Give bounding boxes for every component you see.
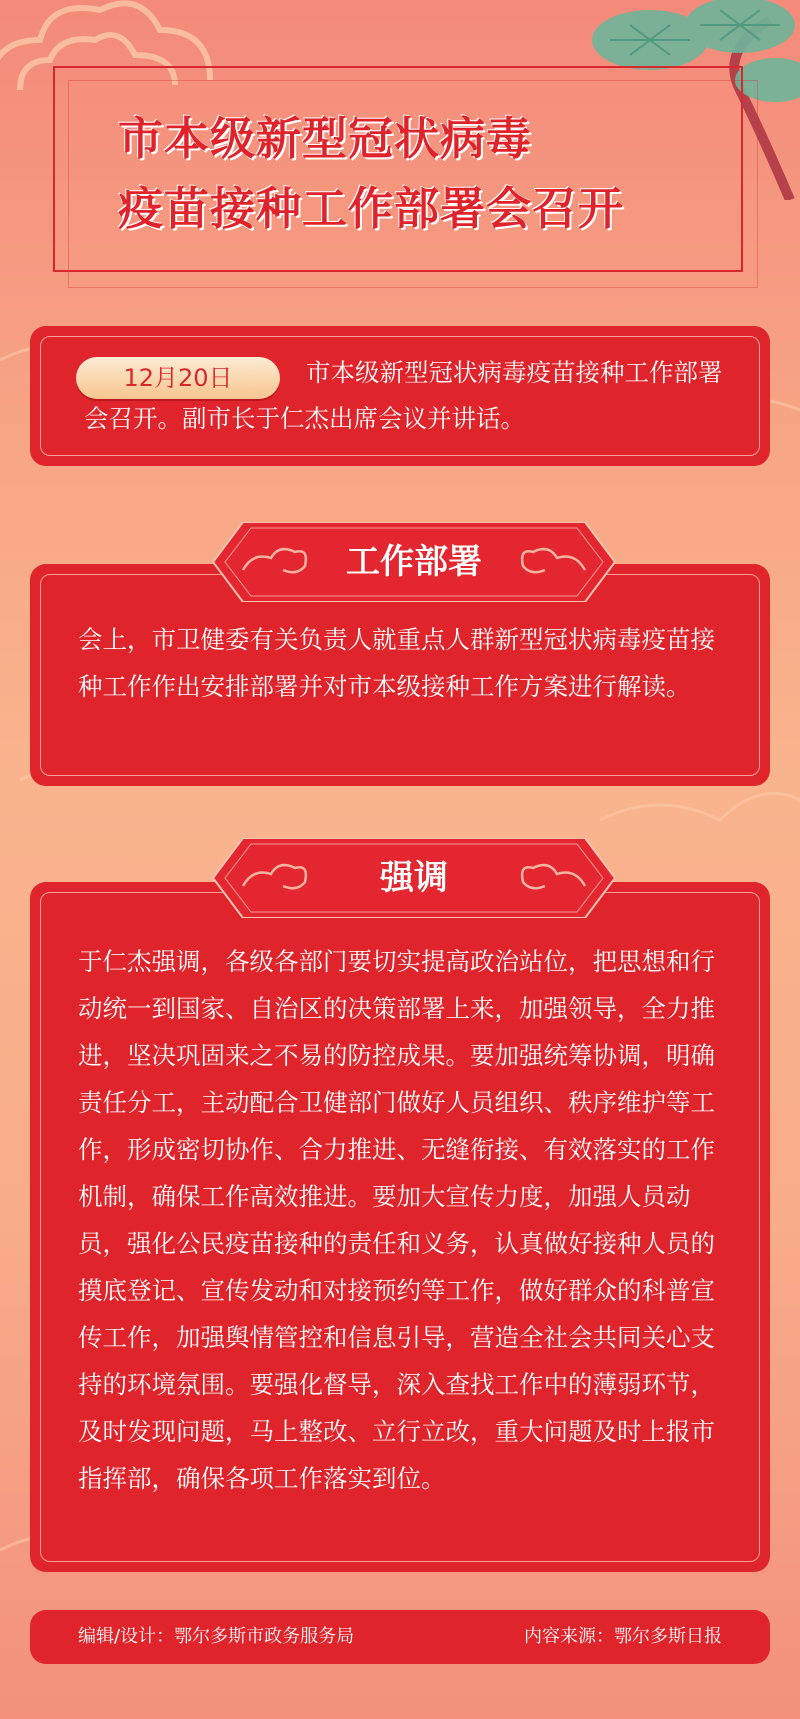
emphasis-text: 于仁杰强调，各级各部门要切实提高政治站位，把思想和行动统一到国家、自治区的决策部署上来，加强领导，全力推进，坚决巩固来之不易的防控成果。要加强统筹协调，明确责任分工，主动配合卫健部门做好人员组织、秩序维护等工作，形成密切协作、合力推进、无缝衔接、有效落实的工作机制，确保工作高效推进。要加大宣传力度，加强人员动员，强化公民疫苗接种的责任和义务，认真做好接种人员的摸底登记、宣传发动和对接预约等工作，做好群众的科普宣传工作，加强舆情管控和信息引导，营造全社会共同关心支持的环境氛围。要强化督导，深入查找工作中的薄弱环节，及时发现问题，马上整改、立行立改，重大问题及时上报市指挥部，确保各项工作落实到位。 <box>78 947 715 1493</box>
emphasis-heading-label: 强调 <box>380 858 448 898</box>
emphasis-card <box>30 882 770 1572</box>
footer-bar <box>30 1610 770 1664</box>
deployment-heading-label: 工作部署 <box>346 542 482 582</box>
page-title <box>118 104 738 244</box>
page-title-line-1: 市本级新型冠状病毒 <box>118 112 533 165</box>
footer-editor: 编辑/设计：鄂尔多斯市政务服务局 <box>78 1626 355 1647</box>
intro-text: 市本级新型冠状病毒疫苗接种工作部署会召开。副市长于仁杰出席会议并讲话。 <box>84 358 723 433</box>
emphasis-heading <box>213 838 615 918</box>
page-title-line-2: 疫苗接种工作部署会召开 <box>118 182 625 235</box>
deployment-text: 会上，市卫健委有关负责人就重点人群新型冠状病毒疫苗接种工作作出安排部署并对市本级接种工作方案进行解读。 <box>78 625 715 701</box>
date-badge: 12月20日 <box>76 357 280 399</box>
deployment-heading <box>213 522 615 602</box>
footer-source: 内容来源：鄂尔多斯日报 <box>524 1626 722 1647</box>
